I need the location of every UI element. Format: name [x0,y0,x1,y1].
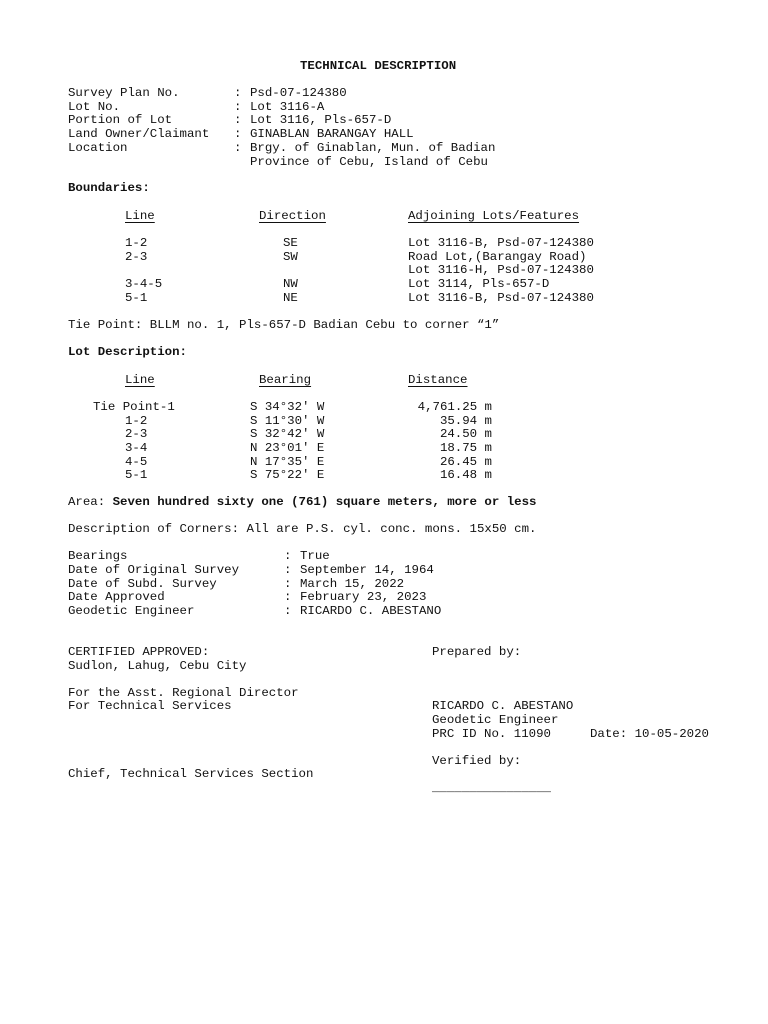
corners-description: Description of Corners: All are P.S. cyl. conc. mons. 15x50 cm. [68,522,537,536]
lot-distance: 35.94 m [439,414,492,428]
survey-info-label: Date of Original Survey [68,563,240,577]
lot-bearing: N 17°35' E [250,455,325,469]
preparer-name: RICARDO C. ABESTANO [432,699,574,713]
lot-line: 2-3 [125,427,148,441]
certified-address: Sudlon, Lahug, Cebu City [68,659,247,673]
column-header-adjoining: Adjoining Lots/Features [408,209,580,223]
boundary-adjoining: Lot 3116-B, Psd-07-124380 [408,236,594,250]
boundary-direction: SW [283,250,298,264]
header-label: Lot No. [68,100,121,114]
chief-title: Chief, Technical Services Section [68,767,314,781]
boundaries-heading: Boundaries: [68,181,150,195]
survey-info-colon: : [284,590,292,604]
header-colon: : [234,113,242,127]
header-label: Location [68,141,128,155]
boundary-adjoining: Lot 3114, Pls-657-D [408,277,550,291]
area-label: Area: [68,495,106,509]
lot-description-heading: Lot Description: [68,345,187,359]
document-title: TECHNICAL DESCRIPTION [300,59,457,73]
boundary-line: 5-1 [125,291,148,305]
boundary-line: 1-2 [125,236,148,250]
header-label: Land Owner/Claimant [68,127,210,141]
boundary-direction: SE [283,236,298,250]
location-line2: Province of Cebu, Island of Cebu [250,155,488,169]
certified-line2: For Technical Services [68,699,232,713]
boundary-direction: NW [283,277,298,291]
column-header-distance: Distance [408,373,468,387]
survey-info-label: Date of Subd. Survey [68,577,217,591]
header-label: Portion of Lot [68,113,173,127]
lot-bearing: S 75°22' E [250,468,325,482]
survey-info-label: Date Approved [68,590,165,604]
lot-distance: 16.48 m [439,468,492,482]
location: Brgy. of Ginablan, Mun. of Badian [250,141,496,155]
area-line [68,496,536,510]
boundary-adjoining: Road Lot,(Barangay Road) [408,250,587,264]
header-colon: : [234,141,242,155]
lot-line: Tie Point-1 [93,400,175,414]
lot-line: 4-5 [125,455,148,469]
column-header-bearing: Bearing [259,373,312,387]
original-survey-date: September 14, 1964 [300,563,434,577]
boundary-adjoining: Lot 3116-H, Psd-07-124380 [408,263,594,277]
preparer-date: Date: 10-05-2020 [590,727,709,741]
boundary-direction: NE [283,291,298,305]
boundary-line: 2-3 [125,250,148,264]
prepared-heading: Prepared by: [432,645,522,659]
column-header-line: Line [125,373,155,387]
survey-info-label: Geodetic Engineer [68,604,195,618]
geodetic-engineer: RICARDO C. ABESTANO [300,604,442,618]
area-value: Seven hundred sixty one (761) square meters, more or less [112,495,537,509]
boundary-adjoining: Lot 3116-B, Psd-07-124380 [408,291,594,305]
header-label: Survey Plan No. [68,86,180,100]
lot-distance: 24.50 m [439,427,492,441]
survey-info-colon: : [284,563,292,577]
portion-of-lot: Lot 3116, Pls-657-D [250,113,392,127]
lot-distance: 18.75 m [439,441,492,455]
lot-line: 3-4 [125,441,148,455]
column-header-direction: Direction [259,209,326,223]
preparer-title: Geodetic Engineer [432,713,559,727]
lot-bearing: S 32°42' W [250,427,325,441]
certified-line1: For the Asst. Regional Director [68,686,299,700]
lot-distance: 4,761.25 m [417,400,492,414]
header-colon: : [234,100,242,114]
certified-heading: CERTIFIED APPROVED: [68,645,210,659]
land-owner: GINABLAN BARANGAY HALL [250,127,414,141]
lot-bearing: S 11°30' W [250,414,325,428]
date-approved: February 23, 2023 [300,590,427,604]
tie-point-text: Tie Point: BLLM no. 1, Pls-657-D Badian Cebu to corner “1” [68,318,500,332]
survey-info-colon: : [284,549,292,563]
lot-line: 1-2 [125,414,148,428]
lot-distance: 26.45 m [439,455,492,469]
survey-info-colon: : [284,577,292,591]
header-colon: : [234,86,242,100]
preparer-prc: PRC ID No. 11090 [432,727,551,741]
verified-heading: Verified by: [432,754,522,768]
lot-line: 5-1 [125,468,148,482]
boundary-line: 3-4-5 [125,277,163,291]
survey-plan-no: Psd-07-124380 [250,86,347,100]
column-header-line: Line [125,209,155,223]
header-colon: : [234,127,242,141]
survey-info-colon: : [284,604,292,618]
lot-no: Lot 3116-A [250,100,325,114]
survey-info-label: Bearings [68,549,128,563]
signature-line: ________________ [432,781,551,795]
subd-survey-date: March 15, 2022 [300,577,405,591]
lot-bearing: N 23°01' E [250,441,325,455]
bearings-value: True [300,549,330,563]
lot-bearing: S 34°32' W [250,400,325,414]
